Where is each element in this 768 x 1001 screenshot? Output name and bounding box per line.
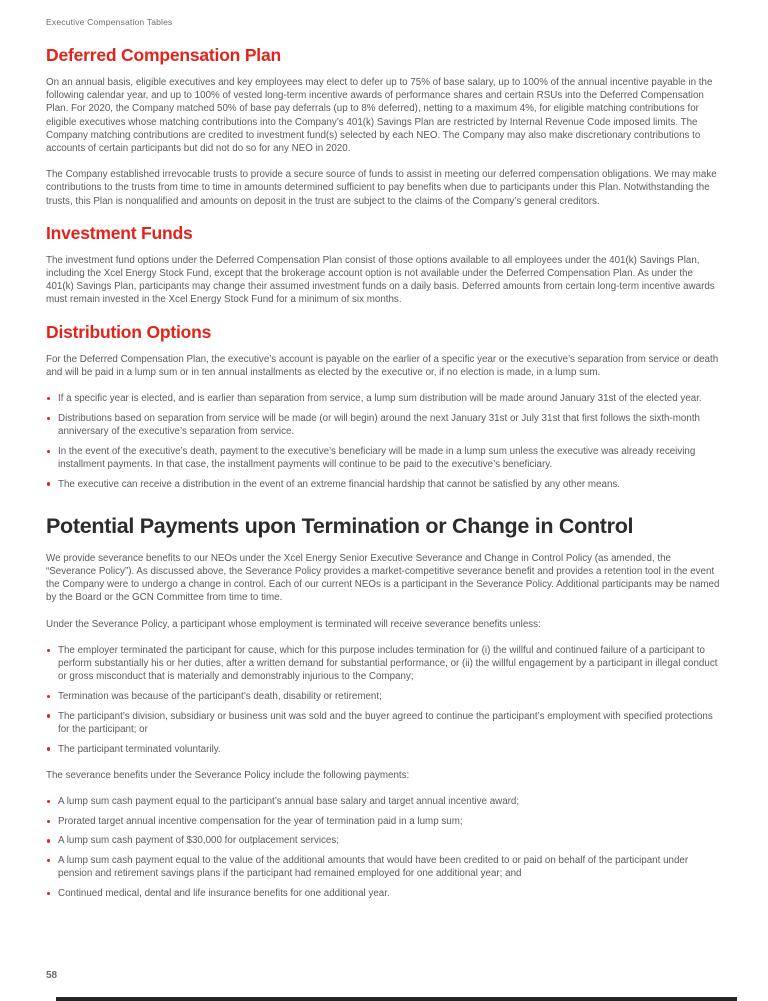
paragraph: The Company established irrevocable trusts to provide a secure source of funds to assist in meeting our deferred compensation obligations. We may make contributions to the trusts from time to time in amounts determined sufficient to pay benefits when due to participants under this Plan. Notwithstanding the trusts, this Plan is nonqualified and amounts on deposit in the trust are subject to the claims of the Company’s general creditors. bbox=[46, 169, 717, 207]
list-item-text: In the event of the executive’s death, payment to the executive’s beneficiary will be made in a lump sum unless the executive was already receiving installment payments. In that case, the installment payments will continue to be paid to the executive’s beneficiary. bbox=[58, 445, 696, 470]
list-item-text: Distributions based on separation from service will be made (or will begin) around the next January 31st or July 31st that first follows the sixth-month anniversary of the executive’s separation from service. bbox=[58, 412, 700, 437]
list-item bbox=[46, 690, 722, 703]
list-item-text: The participant terminated voluntarily. bbox=[58, 743, 221, 755]
list-item bbox=[46, 887, 722, 900]
paragraph: Under the Severance Policy, a participant whose employment is terminated will receive severance benefits unless: bbox=[46, 618, 541, 630]
list-item-text: The executive can receive a distribution in the event of an extreme financial hardship that cannot be satisfied by any other means. bbox=[58, 478, 621, 490]
paragraph: The investment fund options under the Deferred Compensation Plan consist of those options available to all employees under the 401(k) Savings Plan, including the Xcel Energy Stock Fund, except that the brokerage account option is not available under the Deferred Compensation Plan. As under the 401(k) Savings Plan, participants may change their assumed investment funds on a daily basis. Deferred amounts from certain long-term incentive awards must remain invested in the Xcel Energy Stock Fund for a minimum of six months. bbox=[46, 254, 715, 306]
list-item bbox=[46, 795, 722, 808]
document-content bbox=[46, 45, 722, 900]
bullet-icon bbox=[47, 859, 50, 862]
breadcrumb: Executive Compensation Tables bbox=[46, 17, 173, 27]
list-item bbox=[46, 815, 722, 828]
list-item bbox=[46, 412, 722, 438]
list-item-text: A lump sum cash payment of $30,000 for outplacement services; bbox=[58, 835, 339, 847]
bullet-icon bbox=[47, 417, 50, 420]
bullet-icon bbox=[47, 714, 50, 717]
bullet-list bbox=[46, 644, 722, 756]
bullet-list bbox=[46, 795, 722, 900]
paragraph: The severance benefits under the Severance Policy include the following payments: bbox=[46, 769, 410, 781]
list-item-text: The employer terminated the participant for cause, which for this purpose includes termination for (i) the willful and continued failure of a participant to perform substantially his or her duties, after a written demand for substantial performance, or (ii) the willful engagement by a participant in illegal conduct or gross misconduct that is materially and demonstrably injurious to the Company; bbox=[58, 644, 718, 683]
page-header bbox=[46, 12, 722, 30]
list-item-text: A lump sum cash payment equal to the participant’s annual base salary and target annual incentive award; bbox=[58, 795, 520, 807]
bullet-icon bbox=[47, 649, 50, 652]
paragraph: For the Deferred Compensation Plan, the executive’s account is payable on the earlier of a specific year or the executive’s separation from service or death and will be paid in a lump sum or in ten annual installments as elected by the executive or, if no election is made, in a lump sum. bbox=[46, 353, 719, 378]
bullet-icon bbox=[47, 397, 50, 400]
page-number: 58 bbox=[46, 970, 58, 981]
list-item bbox=[46, 478, 722, 491]
bullet-icon bbox=[47, 695, 50, 698]
section-heading-distribution-options: Distribution Options bbox=[46, 321, 212, 342]
bullet-list bbox=[46, 392, 722, 491]
list-item-text: The participant’s division, subsidiary or business unit was sold and the buyer agreed to continue the participant’s employment with specified protections for the participant; or bbox=[58, 710, 713, 735]
bullet-icon bbox=[47, 800, 50, 803]
section-heading-investment-funds: Investment Funds bbox=[46, 222, 193, 243]
bullet-icon bbox=[47, 839, 50, 842]
footer-bar bbox=[56, 997, 737, 1001]
bullet-icon bbox=[47, 892, 50, 895]
list-item bbox=[46, 854, 722, 880]
section-heading-deferred-compensation-plan: Deferred Compensation Plan bbox=[46, 45, 281, 65]
list-item bbox=[46, 445, 722, 471]
list-item bbox=[46, 710, 722, 736]
list-item-text: A lump sum cash payment equal to the value of the additional amounts that would have been credited to or paid on behalf of the participant under pension and retirement savings plans if the participant had remained employed for one additional year; and bbox=[58, 855, 689, 880]
list-item bbox=[46, 834, 722, 847]
list-item bbox=[46, 392, 722, 405]
bullet-icon bbox=[47, 482, 50, 485]
list-item bbox=[46, 644, 722, 684]
list-item-text: Prorated target annual incentive compensation for the year of termination paid in a lump sum; bbox=[58, 815, 463, 827]
list-item bbox=[46, 743, 722, 756]
bullet-icon bbox=[47, 450, 50, 453]
bullet-icon bbox=[47, 747, 50, 750]
list-item-text: If a specific year is elected, and is earlier than separation from service, a lump sum distribution will be made around January 31st of the elected year. bbox=[58, 393, 702, 405]
list-item-text: Continued medical, dental and life insurance benefits for one additional year. bbox=[58, 887, 390, 899]
paragraph: On an annual basis, eligible executives and key employees may elect to defer up to 75% of base salary, up to 100% of the annual incentive payable in the following calendar year, and up to 100% of vested long-term incentive awards of performance shares and certain RSUs into the Deferred Compensation Plan. For 2020, the Company matched 50% of base pay deferrals (up to 8% deferred), netting to a maximum 4%, for eligible matching contributions for eligible executives whose matching contributions into the Company’s 401(k) Savings Plan are restricted by Internal Revenue Code imposed limits. The Company matching contributions are credited to investment fund(s) selected by each NEO. The Company may also make discretionary contributions to accounts of certain participants but did not do so for any NEO in 2020. bbox=[46, 77, 713, 155]
paragraph: We provide severance benefits to our NEOs under the Xcel Energy Senior Executive Severance and Change in Control Policy (as amended, the “Severance Policy”). As discussed above, the Severance Policy provides a market-competitive severance benefit and provides a retention tool in the event the Company were to undergo a change in control. Each of our current NEOs is a participant in the Severance Policy. Additional participants may be named by the Board or the GCN Committee from time to time. bbox=[46, 552, 720, 604]
bullet-icon bbox=[47, 820, 50, 823]
list-item-text: Termination was because of the participant’s death, disability or retirement; bbox=[58, 690, 382, 702]
section-heading-potential-payments: Potential Payments upon Termination or Change in Control bbox=[46, 513, 634, 538]
